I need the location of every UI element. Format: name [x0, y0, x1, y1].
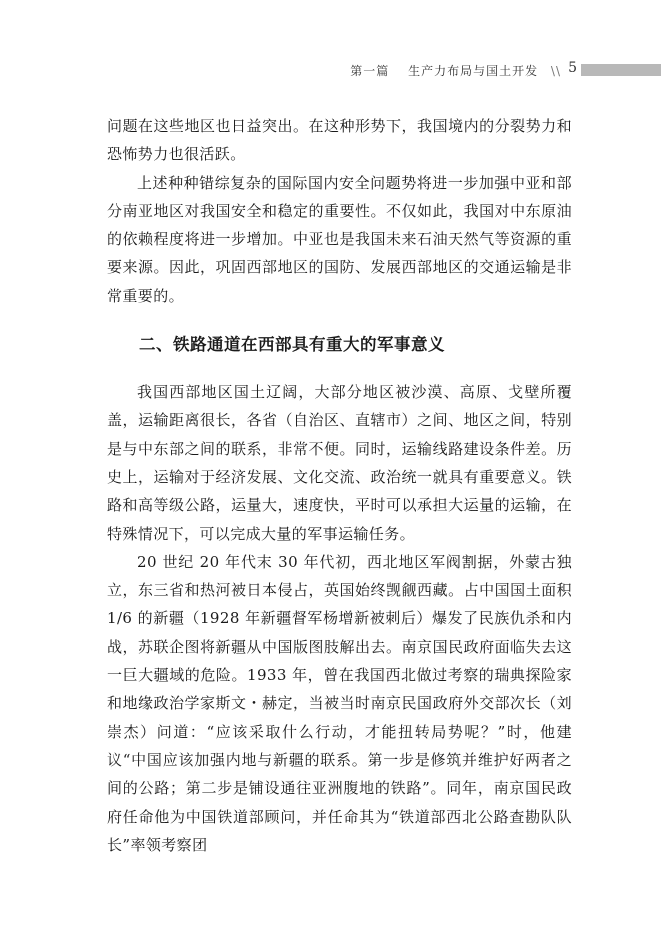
running-header-text — [350, 62, 569, 79]
paragraph: 20 世纪 20 年代末 30 年代初，西北地区军阀割据，外蒙古独立，东三省和热河被日本侵占，英国始终觊觎西藏。占中国国土面积 1/6 的新疆（1928 年新疆督军杨增新被刺后）爆发了民族仇杀和内战，苏联企图将新疆从中国版图肢解出去。南京国民政府面临失去这一巨大疆域的危险。1933 年，曾在我国西北做过考察的瑞典探险家和地缘政治学家斯文・赫定，当被当时南京民国政府外交部次长（刘崇杰）问道：“应该采取什么行动，才能扭转局势呢？”时，他建议“中国应该加强内地与新疆的联系。第一步是修筑并维护好两者之间的公路；第二步是铺设通往亚洲腹地的铁路”。同年，南京国民政府任命他为中国铁道部顾问，并任命其为“铁道部西北公路查勘队队长”率领考察团 — [107, 552, 572, 854]
header-part-label: 第一篇 — [350, 64, 390, 78]
header-decorative-bar — [581, 64, 661, 76]
section-heading: 二、铁路通道在西部具有重大的军事意义 — [139, 335, 445, 355]
paragraph: 我国西部地区国土辽阔，大部分地区被沙漠、高原、戈壁所覆盖，运输距离很长，各省（自治区、直辖市）之间、地区之间，特别是与中东部之间的联系，非常不便。同时，运输线路建设条件差。历史上，运输对于经济发展、文化交流、政治统一就具有重要意义。铁路和高等级公路，运量大，速度快，平时可以承担大运量的运输，在特殊情况下，可以完成大量的军事运输任务。 — [107, 383, 572, 543]
paragraph-continued: 问题在这些地区也日益突出。在这种形势下，我国境内的分裂势力和恐怖势力也很活跃。 — [107, 117, 572, 164]
running-header — [0, 60, 661, 80]
paragraph: 上述种种错综复杂的国际国内安全问题势将进一步加强中亚和部分南亚地区对我国安全和稳定的重要性。不仅如此，我国对中东原油的依赖程度将进一步增加。中亚也是我国未来石油天然气等资源的重要来源。因此，巩固西部地区的国防、发展西部地区的交通运输是非常重要的。 — [107, 173, 572, 305]
page-body — [107, 112, 572, 859]
header-separator: \\ — [550, 64, 561, 78]
page-number: 5 — [568, 60, 577, 76]
header-chapter-title: 生产力布局与国土开发 — [408, 64, 539, 78]
